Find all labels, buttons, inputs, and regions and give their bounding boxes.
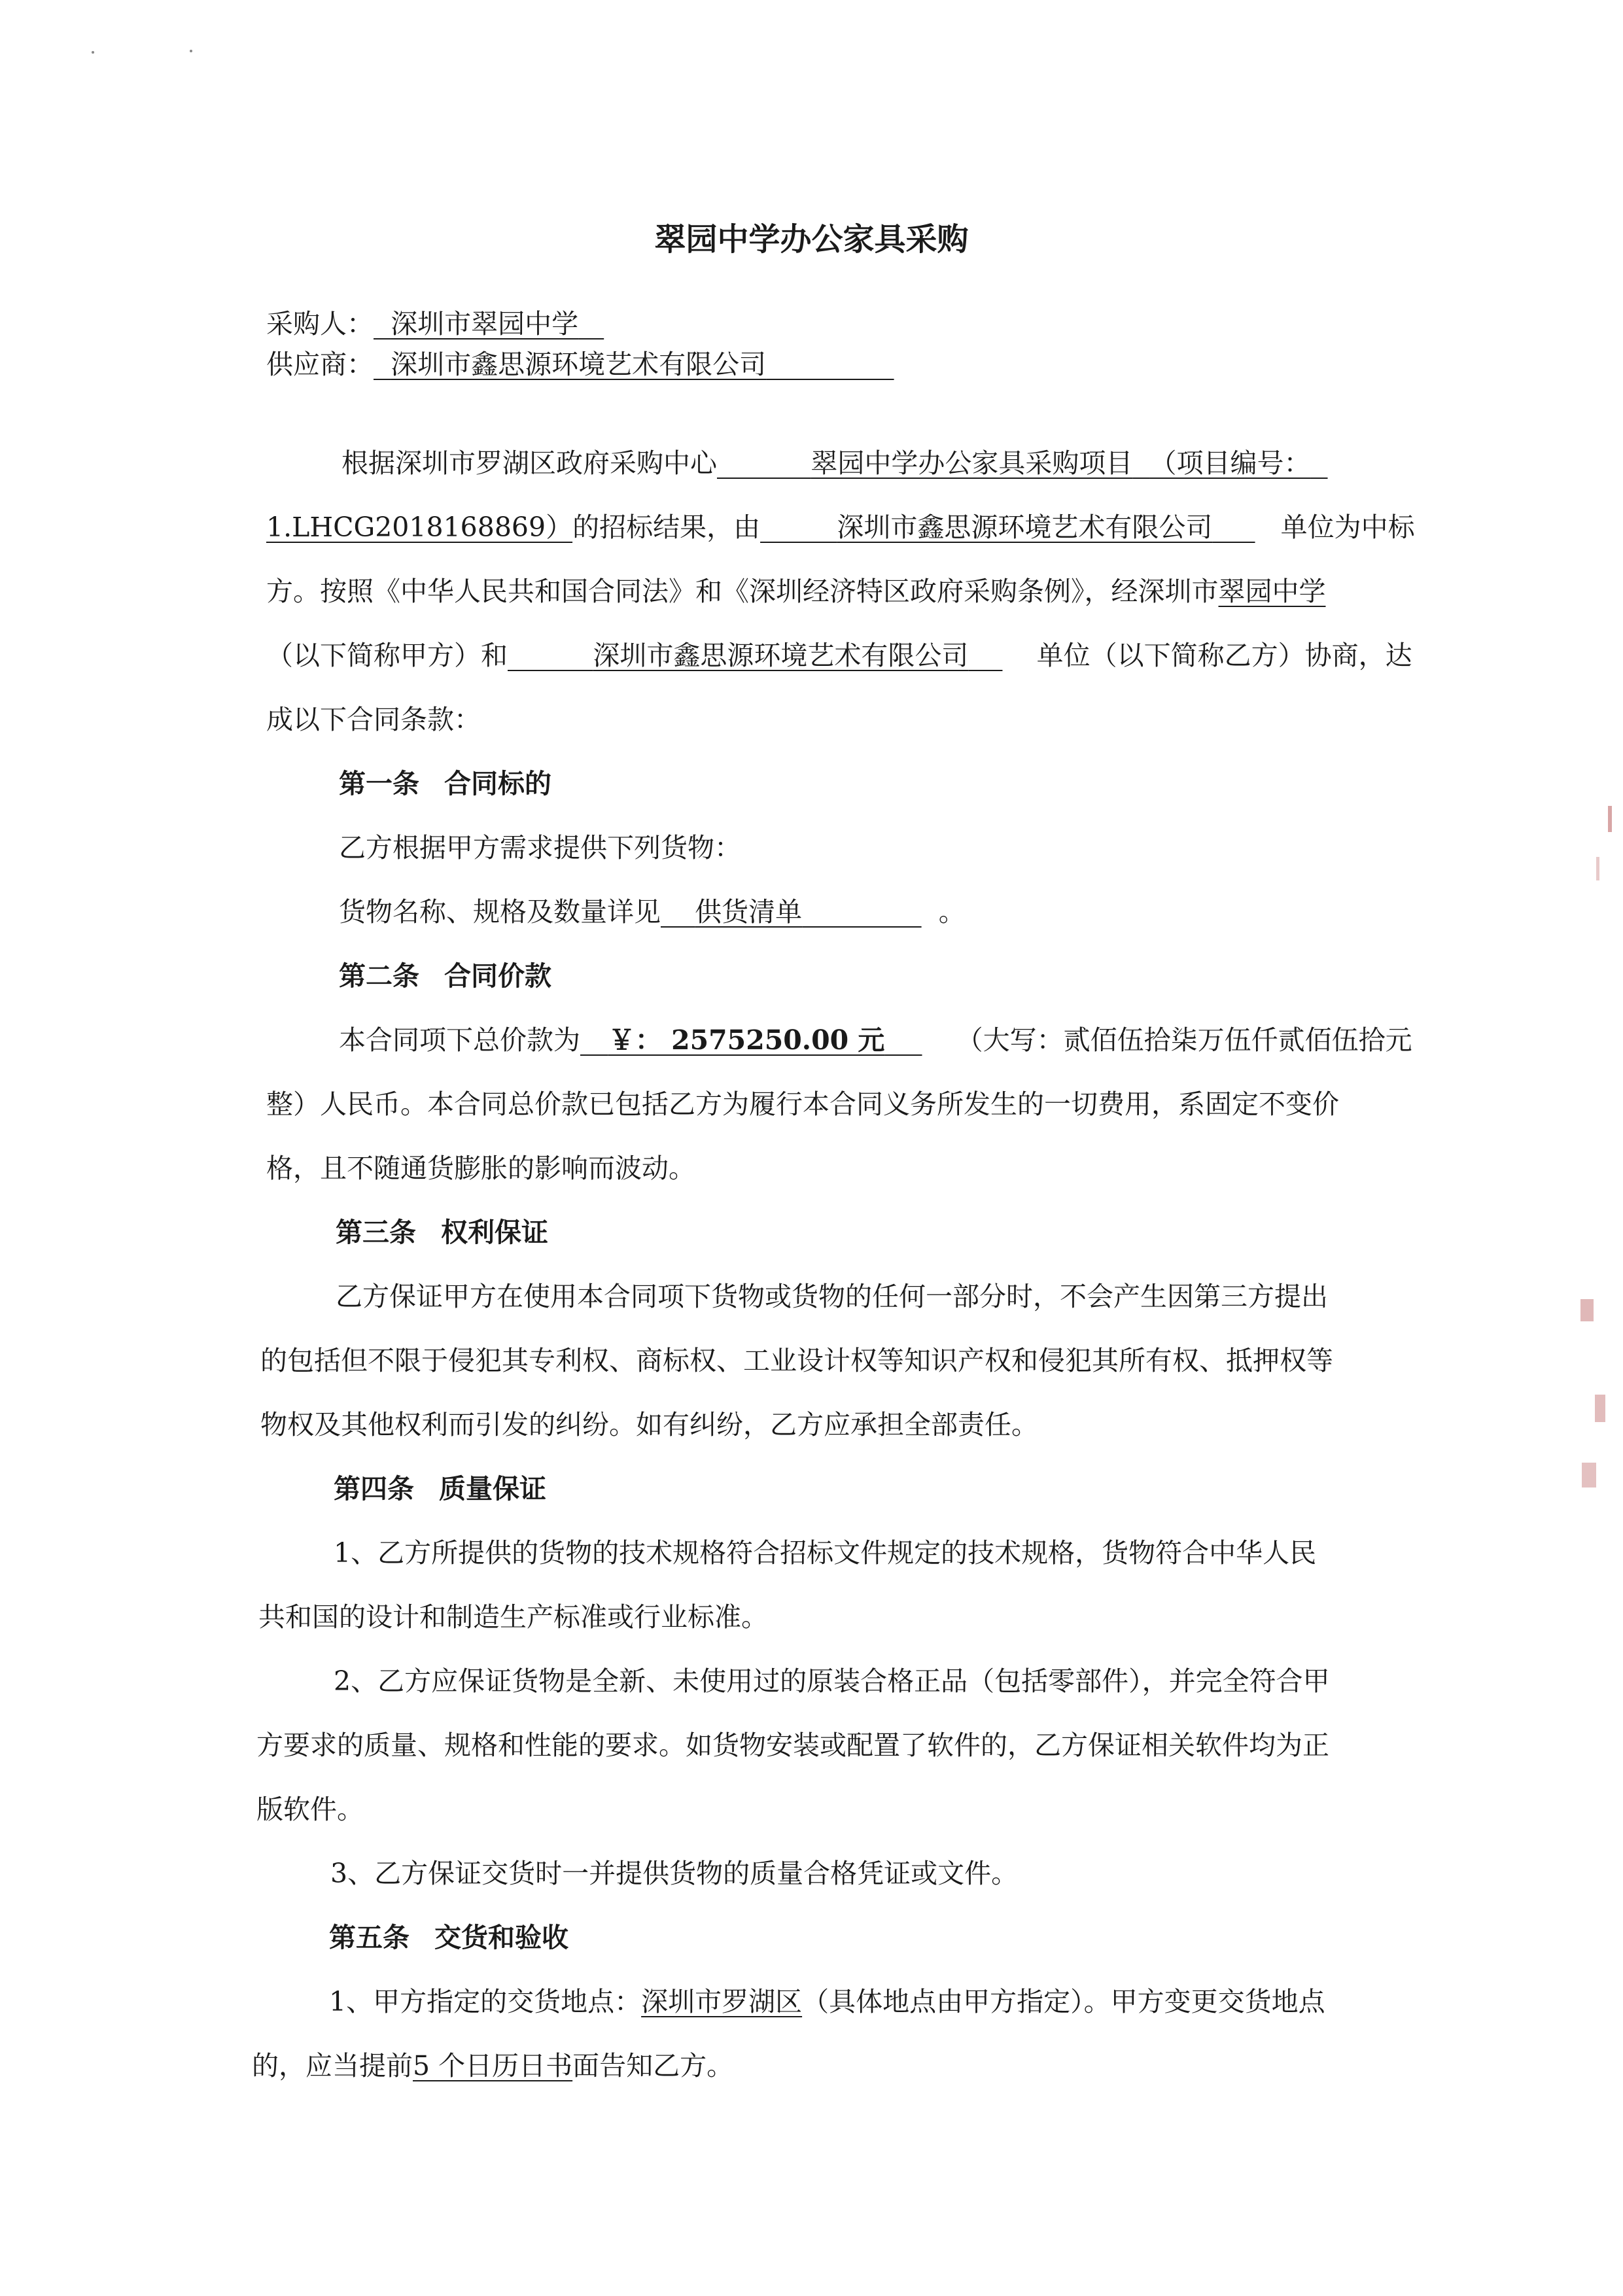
preamble-line-2: 1.LHCG2018168869）的招标结果，由 深圳市鑫思源环境艺术有限公司 单位为中标 (266, 512, 1415, 543)
article-4-clause-2c: 版软件。 (256, 1794, 364, 1825)
purchaser-value: 深圳市翠园中学 (391, 308, 579, 339)
article-4-clause-2a: 2、乙方应保证货物是全新、未使用过的原装合格正品（包括零部件），并完全符合甲 (334, 1665, 1330, 1697)
supplier-label: 供应商： (266, 349, 374, 380)
article-4-clause-1a: 1、乙方所提供的货物的技术规格符合招标文件规定的技术规格，货物符合中华人民 (334, 1537, 1317, 1569)
article-3-para-1: 乙方保证甲方在使用本合同项下货物或货物的任何一部分时，不会产生因第三方提出 (336, 1281, 1328, 1312)
purchaser-label: 采购人： (266, 308, 374, 339)
article-5-clause-1b: 的，应当提前5 个日历日书面告知乙方。 (252, 2050, 734, 2081)
supply-list-ref: 供货清单 (695, 896, 803, 928)
article-3-para-2: 的包括但不限于侵犯其专利权、商标权、工业设计权等知识产权和侵犯其所有权、抵押权等 (260, 1345, 1333, 1376)
seal-fragment-mark (1596, 857, 1599, 880)
article-3-heading: 第三条 权利保证 (336, 1217, 548, 1248)
article-1-para-1: 乙方根据甲方需求提供下列货物： (339, 832, 741, 863)
party-a-name: 翠园中学 (1218, 576, 1326, 607)
winner-name: 深圳市鑫思源环境艺术有限公司 (837, 512, 1213, 543)
project-code: 1.LHCG2018168869） (266, 512, 573, 543)
article-4-clause-1b: 共和国的设计和制造生产标准或行业标准。 (258, 1601, 768, 1633)
article-1-heading: 第一条 合同标的 (339, 768, 551, 799)
document-title: 翠园中学办公家具采购 (654, 221, 969, 258)
scan-speck (92, 51, 94, 54)
supplier-value: 深圳市鑫思源环境艺术有限公司 (391, 349, 767, 380)
preamble-line-5: 成以下合同条款： (266, 704, 481, 735)
article-2-para-1: 本合同项下总价款为 ￥： 2575250.00 元 （大写：贰佰伍拾柒万伍仟贰佰伍拾元 (339, 1024, 1412, 1056)
preamble-line-1: 根据深圳市罗湖区政府采购中心 翠园中学办公家具采购项目 （项目编号： (341, 445, 1328, 481)
supplier-line (266, 346, 894, 383)
article-4-heading: 第四条 质量保证 (334, 1473, 546, 1505)
preamble-line-4: （以下简称甲方）和 深圳市鑫思源环境艺术有限公司 单位（以下简称乙方）协商，达 (266, 640, 1412, 671)
seal-fragment-mark (1582, 1463, 1596, 1487)
article-4-clause-2b: 方要求的质量、规格和性能的要求。如货物安装或配置了软件的，乙方保证相关软件均为正 (256, 1730, 1329, 1761)
notice-period: 5 个日历日书 (413, 2050, 573, 2081)
article-2-para-2: 整）人民币。本合同总价款已包括乙方为履行本合同义务所发生的一切费用，系固定不变价 (266, 1088, 1339, 1120)
contract-amount: ￥： 2575250.00 元 (608, 1024, 885, 1056)
purchaser-line (266, 305, 604, 342)
article-2-heading: 第二条 合同价款 (339, 960, 551, 992)
article-5-clause-1a: 1、甲方指定的交货地点：深圳市罗湖区（具体地点由甲方指定）。甲方变更交货地点 (329, 1986, 1325, 2017)
party-b-name: 深圳市鑫思源环境艺术有限公司 (593, 640, 969, 671)
seal-fragment-mark (1608, 806, 1612, 832)
project-name: 翠园中学办公家具采购项目 （项目编号： (811, 447, 1311, 479)
article-2-para-3: 格，且不随通货膨胀的影响而波动。 (266, 1153, 695, 1184)
article-1-para-2: 货物名称、规格及数量详见 供货清单 。 (339, 896, 966, 928)
delivery-location: 深圳市罗湖区 (641, 1986, 803, 2017)
seal-fragment-mark (1595, 1395, 1605, 1422)
preamble-line-3: 方。按照《中华人民共和国合同法》和《深圳经济特区政府采购条例》，经深圳市翠园中学 (266, 576, 1326, 607)
article-5-heading: 第五条 交货和验收 (329, 1922, 568, 1953)
scan-speck (190, 50, 192, 52)
seal-fragment-mark (1580, 1299, 1594, 1321)
article-3-para-3: 物权及其他权利而引发的纠纷。如有纠纷，乙方应承担全部责任。 (260, 1409, 1038, 1440)
article-4-clause-3: 3、乙方保证交货时一并提供货物的质量合格凭证或文件。 (330, 1858, 1019, 1889)
